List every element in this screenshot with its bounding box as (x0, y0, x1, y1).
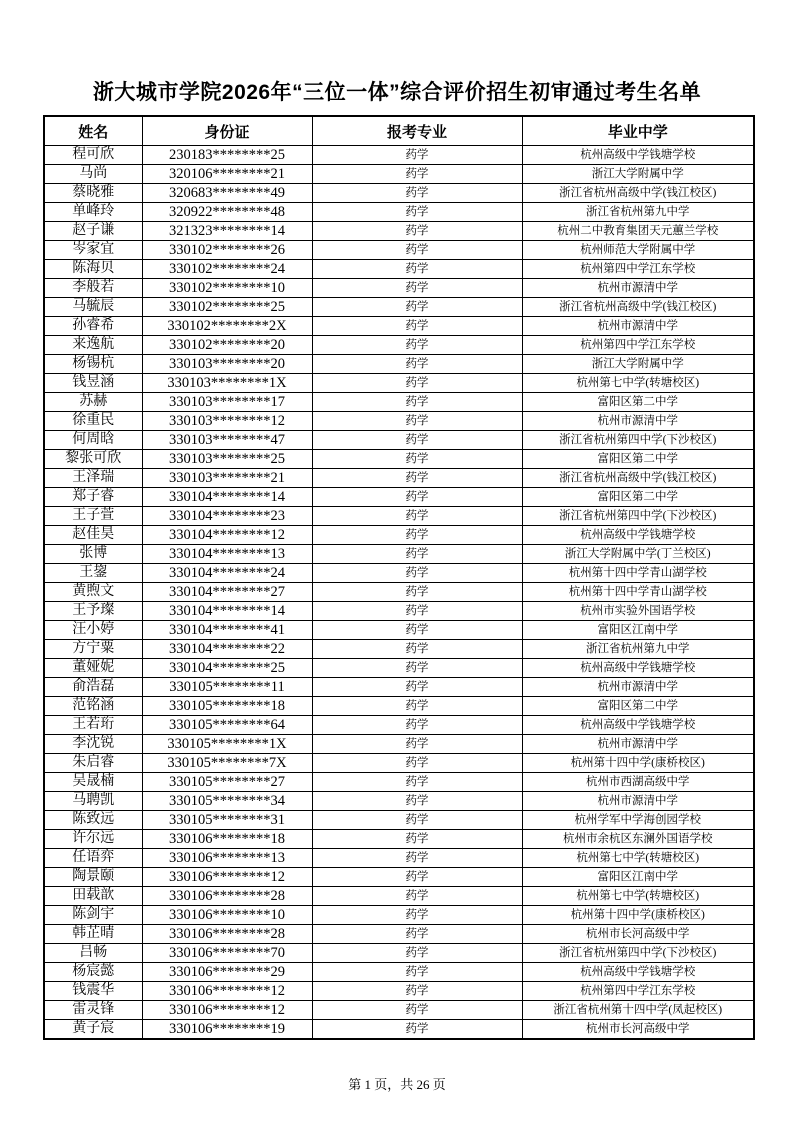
cell-name: 汪小婷 (44, 621, 142, 640)
cell-name: 范铭涵 (44, 697, 142, 716)
cell-name: 岑家宜 (44, 241, 142, 260)
cell-id-number: 330103********20 (142, 355, 312, 374)
cell-name: 方宁粟 (44, 640, 142, 659)
table-row (44, 697, 754, 716)
cell-school: 杭州高级中学钱塘学校 (522, 146, 754, 165)
cell-school: 富阳区第二中学 (522, 393, 754, 412)
cell-school: 浙江省杭州第九中学 (522, 640, 754, 659)
cell-major: 药学 (312, 507, 522, 526)
cell-school: 杭州第十四中学青山湖学校 (522, 583, 754, 602)
cell-id-number: 330104********13 (142, 545, 312, 564)
cell-name: 王鋆 (44, 564, 142, 583)
table-row (44, 659, 754, 678)
table-row (44, 735, 754, 754)
cell-name: 王泽瑞 (44, 469, 142, 488)
cell-major: 药学 (312, 868, 522, 887)
table-row (44, 317, 754, 336)
cell-major: 药学 (312, 355, 522, 374)
cell-school: 浙江大学附属中学(丁兰校区) (522, 545, 754, 564)
cell-school: 杭州高级中学钱塘学校 (522, 716, 754, 735)
table-row (44, 830, 754, 849)
cell-id-number: 330105********18 (142, 697, 312, 716)
header-school: 毕业中学 (522, 116, 754, 146)
cell-major: 药学 (312, 830, 522, 849)
table-row (44, 925, 754, 944)
cell-major: 药学 (312, 906, 522, 925)
table-row (44, 583, 754, 602)
cell-name: 钱震华 (44, 982, 142, 1001)
cell-name: 徐重民 (44, 412, 142, 431)
table-row (44, 298, 754, 317)
cell-id-number: 330105********7X (142, 754, 312, 773)
cell-id-number: 330103********47 (142, 431, 312, 450)
cell-major: 药学 (312, 488, 522, 507)
cell-id-number: 330104********24 (142, 564, 312, 583)
cell-major: 药学 (312, 184, 522, 203)
table-row (44, 507, 754, 526)
cell-school: 杭州第七中学(转塘校区) (522, 374, 754, 393)
cell-major: 药学 (312, 222, 522, 241)
cell-id-number: 330105********11 (142, 678, 312, 697)
cell-school: 浙江省杭州高级中学(钱江校区) (522, 184, 754, 203)
table-row (44, 146, 754, 165)
cell-name: 苏赫 (44, 393, 142, 412)
cell-major: 药学 (312, 1020, 522, 1040)
cell-school: 杭州市源清中学 (522, 279, 754, 298)
cell-school: 杭州市源清中学 (522, 317, 754, 336)
cell-id-number: 330106********13 (142, 849, 312, 868)
cell-school: 杭州第七中学(转塘校区) (522, 887, 754, 906)
cell-name: 陈剑宇 (44, 906, 142, 925)
cell-major: 药学 (312, 431, 522, 450)
cell-major: 药学 (312, 336, 522, 355)
cell-name: 王子萱 (44, 507, 142, 526)
cell-school: 杭州市源清中学 (522, 735, 754, 754)
cell-id-number: 330106********28 (142, 925, 312, 944)
cell-major: 药学 (312, 260, 522, 279)
cell-school: 浙江省杭州第四中学(下沙校区) (522, 944, 754, 963)
cell-major: 药学 (312, 944, 522, 963)
header-id-number: 身份证 (142, 116, 312, 146)
cell-school: 浙江省杭州第十四中学(凤起校区) (522, 1001, 754, 1020)
cell-name: 郑子睿 (44, 488, 142, 507)
cell-major: 药学 (312, 963, 522, 982)
header-name: 姓名 (44, 116, 142, 146)
cell-id-number: 330102********25 (142, 298, 312, 317)
cell-major: 药学 (312, 545, 522, 564)
cell-id-number: 330106********19 (142, 1020, 312, 1040)
cell-school: 杭州市源清中学 (522, 678, 754, 697)
table-row (44, 165, 754, 184)
cell-name: 杨宸懿 (44, 963, 142, 982)
cell-id-number: 330105********64 (142, 716, 312, 735)
cell-school: 浙江省杭州第九中学 (522, 203, 754, 222)
cell-major: 药学 (312, 640, 522, 659)
cell-id-number: 330106********28 (142, 887, 312, 906)
cell-major: 药学 (312, 602, 522, 621)
table-row (44, 241, 754, 260)
cell-major: 药学 (312, 773, 522, 792)
table-row (44, 887, 754, 906)
applicants-table (43, 115, 755, 1040)
cell-school: 杭州高级中学钱塘学校 (522, 963, 754, 982)
cell-name: 田载歆 (44, 887, 142, 906)
cell-name: 赵佳昊 (44, 526, 142, 545)
cell-school: 杭州第四中学江东学校 (522, 260, 754, 279)
cell-name: 李般若 (44, 279, 142, 298)
cell-major: 药学 (312, 716, 522, 735)
cell-school: 杭州市源清中学 (522, 792, 754, 811)
cell-name: 程可欣 (44, 146, 142, 165)
table-row (44, 963, 754, 982)
cell-major: 药学 (312, 678, 522, 697)
cell-name: 马尚 (44, 165, 142, 184)
cell-id-number: 330103********1X (142, 374, 312, 393)
header-major: 报考专业 (312, 116, 522, 146)
cell-school: 浙江省杭州第四中学(下沙校区) (522, 507, 754, 526)
cell-school: 杭州市源清中学 (522, 412, 754, 431)
cell-major: 药学 (312, 697, 522, 716)
cell-school: 浙江大学附属中学 (522, 355, 754, 374)
cell-id-number: 330102********20 (142, 336, 312, 355)
cell-name: 陈致远 (44, 811, 142, 830)
cell-school: 杭州市余杭区东澜外国语学校 (522, 830, 754, 849)
cell-school: 杭州市长河高级中学 (522, 925, 754, 944)
table-row (44, 792, 754, 811)
cell-major: 药学 (312, 374, 522, 393)
cell-major: 药学 (312, 982, 522, 1001)
cell-id-number: 330102********2X (142, 317, 312, 336)
cell-name: 孙睿希 (44, 317, 142, 336)
cell-id-number: 330102********26 (142, 241, 312, 260)
cell-id-number: 230183********25 (142, 146, 312, 165)
cell-id-number: 330106********70 (142, 944, 312, 963)
cell-name: 吴晟楠 (44, 773, 142, 792)
table-row (44, 1001, 754, 1020)
table-row (44, 222, 754, 241)
table-row (44, 203, 754, 222)
cell-id-number: 330106********12 (142, 1001, 312, 1020)
table-row (44, 412, 754, 431)
table-row (44, 279, 754, 298)
cell-major: 药学 (312, 298, 522, 317)
cell-id-number: 330104********12 (142, 526, 312, 545)
cell-id-number: 330105********27 (142, 773, 312, 792)
cell-major: 药学 (312, 849, 522, 868)
cell-school: 杭州第十四中学青山湖学校 (522, 564, 754, 583)
table-row (44, 868, 754, 887)
cell-major: 药学 (312, 450, 522, 469)
cell-school: 杭州学军中学海创园学校 (522, 811, 754, 830)
cell-school: 杭州师范大学附属中学 (522, 241, 754, 260)
cell-school: 富阳区第二中学 (522, 450, 754, 469)
cell-id-number: 330105********31 (142, 811, 312, 830)
cell-id-number: 320683********49 (142, 184, 312, 203)
cell-name: 俞浩磊 (44, 678, 142, 697)
table-row (44, 754, 754, 773)
cell-major: 药学 (312, 203, 522, 222)
cell-id-number: 330104********22 (142, 640, 312, 659)
cell-major: 药学 (312, 754, 522, 773)
cell-name: 陈海贝 (44, 260, 142, 279)
cell-id-number: 320922********48 (142, 203, 312, 222)
cell-name: 杨锡杭 (44, 355, 142, 374)
cell-id-number: 330102********24 (142, 260, 312, 279)
cell-id-number: 330105********34 (142, 792, 312, 811)
table-row (44, 1020, 754, 1040)
table-row (44, 336, 754, 355)
cell-major: 药学 (312, 317, 522, 336)
table-row (44, 450, 754, 469)
cell-major: 药学 (312, 583, 522, 602)
cell-id-number: 320106********21 (142, 165, 312, 184)
cell-name: 黄子宸 (44, 1020, 142, 1040)
table-row (44, 621, 754, 640)
cell-id-number: 321323********14 (142, 222, 312, 241)
cell-name: 王若珩 (44, 716, 142, 735)
table-row (44, 811, 754, 830)
page-number: 第 1 页，共 26 页 (348, 1077, 446, 1092)
cell-school: 富阳区江南中学 (522, 868, 754, 887)
table-body (44, 146, 754, 1040)
cell-id-number: 330105********1X (142, 735, 312, 754)
cell-major: 药学 (312, 469, 522, 488)
cell-name: 雷灵锋 (44, 1001, 142, 1020)
cell-name: 何周晗 (44, 431, 142, 450)
table-row (44, 982, 754, 1001)
cell-major: 药学 (312, 1001, 522, 1020)
cell-school: 杭州市长河高级中学 (522, 1020, 754, 1040)
cell-id-number: 330102********10 (142, 279, 312, 298)
cell-major: 药学 (312, 393, 522, 412)
cell-id-number: 330103********12 (142, 412, 312, 431)
table-row (44, 602, 754, 621)
cell-name: 钱昱涵 (44, 374, 142, 393)
cell-name: 许尔远 (44, 830, 142, 849)
cell-major: 药学 (312, 146, 522, 165)
cell-name: 韩芷晴 (44, 925, 142, 944)
cell-school: 富阳区第二中学 (522, 488, 754, 507)
table-row (44, 184, 754, 203)
cell-name: 吕畅 (44, 944, 142, 963)
cell-school: 杭州第四中学江东学校 (522, 982, 754, 1001)
cell-school: 浙江省杭州第四中学(下沙校区) (522, 431, 754, 450)
cell-name: 黎张可欣 (44, 450, 142, 469)
cell-id-number: 330106********12 (142, 982, 312, 1001)
cell-school: 杭州第七中学(转塘校区) (522, 849, 754, 868)
cell-name: 董娅妮 (44, 659, 142, 678)
cell-name: 王予璨 (44, 602, 142, 621)
cell-school: 浙江省杭州高级中学(钱江校区) (522, 298, 754, 317)
cell-id-number: 330106********18 (142, 830, 312, 849)
cell-major: 药学 (312, 564, 522, 583)
table-row (44, 640, 754, 659)
cell-id-number: 330106********12 (142, 868, 312, 887)
cell-id-number: 330104********27 (142, 583, 312, 602)
cell-school: 杭州第十四中学(康桥校区) (522, 906, 754, 925)
cell-school: 浙江大学附属中学 (522, 165, 754, 184)
cell-name: 赵子谦 (44, 222, 142, 241)
cell-school: 杭州市实验外国语学校 (522, 602, 754, 621)
cell-name: 任语弈 (44, 849, 142, 868)
table-row (44, 944, 754, 963)
cell-major: 药学 (312, 621, 522, 640)
cell-major: 药学 (312, 925, 522, 944)
cell-name: 马聘凯 (44, 792, 142, 811)
cell-name: 李沈锐 (44, 735, 142, 754)
table-row (44, 526, 754, 545)
table-row (44, 260, 754, 279)
table-header-row (44, 116, 754, 146)
cell-name: 蔡晓雅 (44, 184, 142, 203)
cell-major: 药学 (312, 792, 522, 811)
table-row (44, 545, 754, 564)
table-row (44, 431, 754, 450)
cell-id-number: 330104********25 (142, 659, 312, 678)
cell-name: 马毓辰 (44, 298, 142, 317)
cell-major: 药学 (312, 811, 522, 830)
cell-major: 药学 (312, 659, 522, 678)
cell-id-number: 330103********21 (142, 469, 312, 488)
cell-id-number: 330104********14 (142, 602, 312, 621)
table-row (44, 374, 754, 393)
cell-id-number: 330104********14 (142, 488, 312, 507)
cell-school: 浙江省杭州高级中学(钱江校区) (522, 469, 754, 488)
cell-major: 药学 (312, 165, 522, 184)
cell-major: 药学 (312, 241, 522, 260)
cell-school: 杭州市西湖高级中学 (522, 773, 754, 792)
table-row (44, 393, 754, 412)
table-row (44, 488, 754, 507)
cell-name: 陶景颐 (44, 868, 142, 887)
cell-major: 药学 (312, 735, 522, 754)
cell-id-number: 330103********25 (142, 450, 312, 469)
cell-school: 杭州第十四中学(康桥校区) (522, 754, 754, 773)
table-row (44, 355, 754, 374)
cell-name: 单峰玲 (44, 203, 142, 222)
cell-name: 来逸航 (44, 336, 142, 355)
table-row (44, 849, 754, 868)
cell-id-number: 330103********17 (142, 393, 312, 412)
cell-id-number: 330104********41 (142, 621, 312, 640)
cell-school: 富阳区第二中学 (522, 697, 754, 716)
cell-major: 药学 (312, 526, 522, 545)
page-title: 浙大城市学院2026年“三位一体”综合评价招生初审通过考生名单 (92, 81, 702, 104)
cell-id-number: 330104********23 (142, 507, 312, 526)
cell-school: 富阳区江南中学 (522, 621, 754, 640)
cell-school: 杭州高级中学钱塘学校 (522, 526, 754, 545)
cell-major: 药学 (312, 887, 522, 906)
cell-school: 杭州第四中学江东学校 (522, 336, 754, 355)
cell-id-number: 330106********29 (142, 963, 312, 982)
table-row (44, 906, 754, 925)
table-row (44, 678, 754, 697)
cell-name: 黄煦文 (44, 583, 142, 602)
cell-school: 杭州高级中学钱塘学校 (522, 659, 754, 678)
cell-major: 药学 (312, 412, 522, 431)
table-row (44, 564, 754, 583)
table-row (44, 773, 754, 792)
cell-id-number: 330106********10 (142, 906, 312, 925)
table-row (44, 469, 754, 488)
cell-major: 药学 (312, 279, 522, 298)
table-row (44, 716, 754, 735)
cell-school: 杭州二中教育集团天元蕙兰学校 (522, 222, 754, 241)
cell-name: 朱启睿 (44, 754, 142, 773)
cell-name: 张博 (44, 545, 142, 564)
